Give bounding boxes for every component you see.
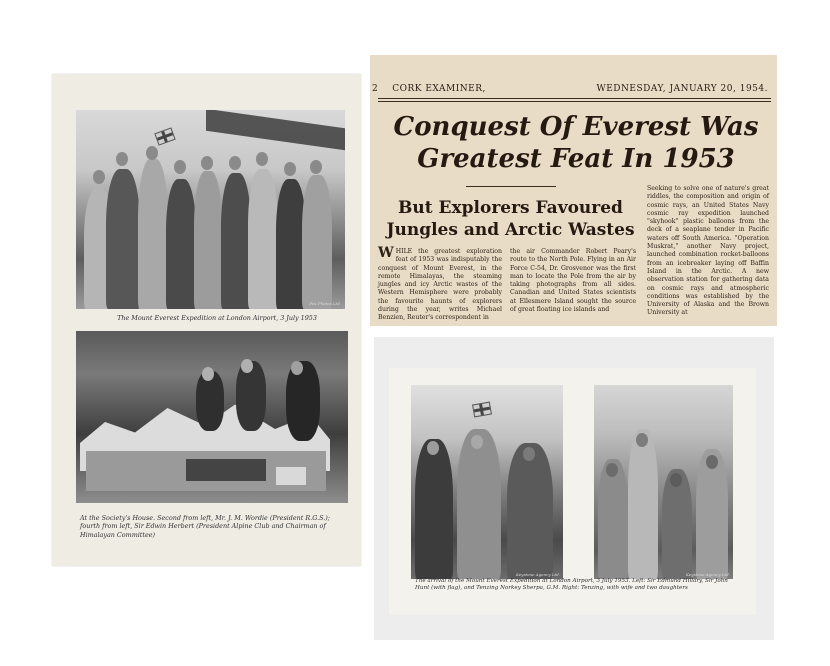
article-column-1 (378, 245, 502, 323)
subheadline-line: Jungles and Arctic Wastes (386, 220, 635, 240)
hillary-hunt-tenzing-photo (411, 385, 563, 579)
union-jack-flag-icon (472, 402, 492, 418)
headline (380, 111, 772, 175)
expedition-airport-photo (76, 110, 345, 309)
drop-cap: W (378, 245, 394, 261)
spread-caption: The arrival of the Mount Everest Expedition at London Airport, 3 July 1953. Left: Sir Edmund Hillary, Sir John Hunt (with flag), and Tenzing Norkey Sherpa, G.M. Right: Tenzing, with wife and two daughters (415, 578, 728, 592)
article-column-3 (647, 185, 769, 318)
right-book-spread (374, 337, 774, 640)
tenzing-family-photo (594, 385, 733, 579)
masthead-rule (378, 101, 771, 102)
headline-divider (466, 186, 556, 187)
union-jack-flag-icon (154, 127, 175, 145)
photo-credit: Keystone Agency Ltd. (685, 572, 730, 577)
page-number: 2 (372, 84, 379, 94)
subheadline-line: But Explorers Favoured (398, 198, 623, 218)
article-column-2 (510, 248, 636, 314)
article-text: Seeking to solve one of nature's great riddles, the composition and origin of cosmic rays, an United States Navy cosmic ray expedition launched "skyhook" plastic balloons from the deck of a seaplane tender in Pacific waters off South America. "Operation Muskrat," another Navy project, launched combination rocket-balloons from an icebreaker laying off Baffin Island in the Arctic. A new observation station for gathering data on cosmic rays and atmospheric conditions was established by the University of Alaska and the Brown University at (647, 185, 769, 317)
newspaper-clipping (370, 55, 777, 326)
photo-caption: The Mount Everest Expedition at London Airport, 3 July 1953 (117, 314, 317, 322)
headline-line: Greatest Feat In 1953 (417, 144, 735, 174)
society-house-photo (76, 331, 348, 503)
newspaper-name: CORK EXAMINER, (392, 84, 486, 94)
photo-caption: At the Society's House. Second from left, Mr. J. M. Wordie (President R.G.S.); fourth from left, Sir Edwin Herbert (President Alpine Club and Chairman of Himalayan Committee) (80, 514, 330, 539)
article-text: the air Commander Robert Peary's route to the North Pole. Flying in an Air Force C-54, Dr. Grosvenor was the first man to locate the Pole from the air by taking photographs from all sides. Canadian and United States scientists at Ellesmere Island sought the source of great floating ice islands and (510, 248, 636, 314)
masthead-rule (378, 98, 771, 99)
left-book-page (52, 74, 361, 566)
subheadline (378, 197, 643, 241)
photo-credit: Keystone Agency Ltd. (515, 572, 560, 577)
headline-line: Conquest Of Everest Was (393, 112, 759, 142)
masthead (372, 84, 768, 94)
photo-credit: Fox Photos Ltd. (309, 301, 341, 306)
issue-date: WEDNESDAY, JANUARY 20, 1954. (596, 84, 768, 94)
article-text: HILE the greatest exploration feat of 1953 was indisputably the conquest of Mount Everest, in the remote Himalayas, the steaming jungles and icy Arctic wastes of the Western Hemisphere were probably the favourite haunts of explorers during the year, writes Michael Benzien, Reuter's correspondent in (378, 248, 502, 322)
